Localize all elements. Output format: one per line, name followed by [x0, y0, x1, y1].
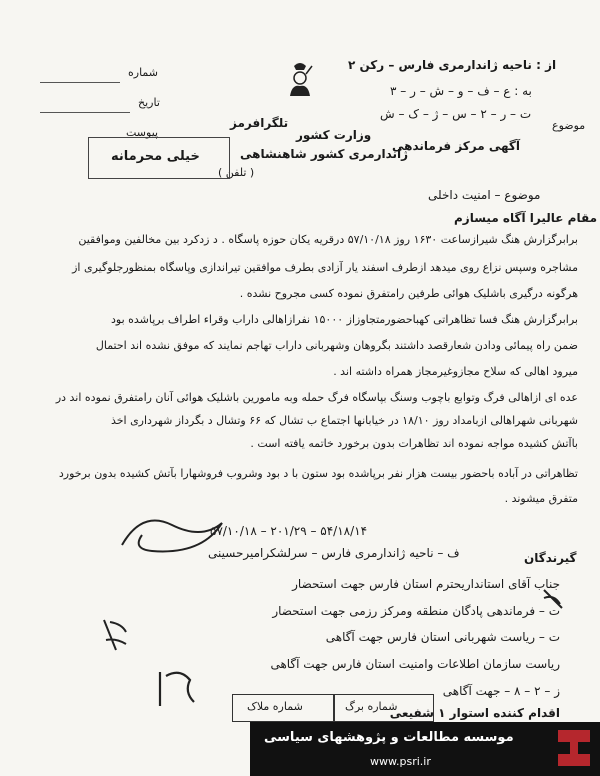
recipient-line: اقدام کننده استوار ۱ شفیعی [389, 706, 560, 720]
addressee: مقام عالیرا آگاه میسازم [454, 211, 598, 225]
classification-stamp [88, 137, 230, 179]
body-line: برابرگزارش هنگ فسا تظاهراتی کهباحضورمتجاوزاز ۱۵۰۰۰ نفرازاهالی داراب وقراء اطراف برپاشده بود [110, 313, 578, 326]
cc-field: ت – ر – ۲ – س – ژ – ک – ش [380, 107, 532, 121]
telegram-label: تلگرافرمز [230, 116, 289, 130]
body-line: هرگونه درگیری باشلیک هوائی طرفین رامتفرق نموده کسی مجروح نشده . [239, 287, 578, 300]
signature-scribble-icon [112, 505, 252, 565]
recipient-line: ز – ۲ – ۸ – جهت آگاهی [442, 684, 560, 698]
handwritten-note-icon [96, 610, 136, 660]
signature-ref: ۵۷/۱۰/۱۸ – ۲۰۱/۲۹ – ۵۴/۱۸/۱۴ [210, 524, 368, 538]
sheet-number-label: شماره برگ [345, 700, 398, 713]
ministry-title: وزارت کشور [296, 128, 372, 142]
body-line: برابرگزارش هنگ شیرازساعت ۱۶۳۰ روز ۵۷/۱۰/۱۸ درقریه یکان حوزه پاسگاه . د زدکرد بین مخالفین وموافقین [78, 233, 578, 246]
box-divider [333, 695, 335, 721]
body-line: متفرق میشوند . [504, 492, 578, 505]
recipient-line: جناب آقای استانداریحترم استان فارس جهت استحضار [292, 577, 560, 591]
body-line: باآتش کشیده مواجه نموده اند تظاهرات بدون برخورد خاتمه یافته است . [250, 437, 578, 450]
number-line [40, 82, 120, 83]
body-line: مشاجره وسپس نزاع روی میدهد ازطرف اسفند یار آزادی بطرف موافقین تیراندازی وپاسگاه بمنظورجلوگیری از [72, 261, 578, 274]
recipient-line: ت – فرماندهی پادگان منطقه ومرکز رزمی جهت استحضار [272, 604, 560, 618]
stamp-text: خیلی محرمانه [111, 149, 200, 164]
phone-field: ( تلفن ) [218, 166, 255, 179]
recipients-title: گیرندگان [524, 551, 577, 565]
attachment-label: پیوست [126, 126, 159, 139]
body-line: شهربانی شهراهالی ازبامداد روز ۱۸/۱۰ در خیابانها اجتماع ب تشال که ۶۶ وتشال د بگرداز شهرداری اخذ [110, 414, 578, 427]
date-line [40, 112, 130, 113]
body-line: میرود اهالی که سلاح مجازوغیرمجاز همراه داشته اند . [333, 365, 578, 378]
lion-and-sun-emblem-icon [286, 62, 314, 102]
body-line: ضمن راه پیمائی ودادن شعارقصد داشتند بگروهان وشهربانی داراب تهاجم نمایند که موفق نشده اند احتمال [95, 339, 578, 352]
subject-label: موضوع [552, 119, 586, 132]
from-field: از : ناحیه ژاندارمری فارس – رکن ۲ [348, 58, 557, 72]
org-title: ژاندارمری کشور شاهنشاهی [240, 147, 409, 161]
footer-watermark [250, 722, 600, 776]
record-number-box [232, 694, 434, 722]
institute-logo-icon [552, 722, 596, 774]
record-number-label: شماره ملاک [247, 700, 303, 713]
to-field: به : ع – ف – و – ش – ر – ۳ [390, 84, 532, 98]
handwritten-mark-icon [150, 662, 210, 712]
recipient-line: ریاست سازمان اطلاعات وامنیت استان فارس جهت آگاهی [270, 657, 560, 671]
signature-line: ف – ناحیه ژاندارمری فارس – سرلشکرامیرحسینی [208, 546, 460, 560]
recipient-line: ت – ریاست شهربانی استان فارس جهت آگاهی [325, 630, 560, 644]
handwritten-number-icon [538, 584, 568, 614]
number-label: شماره [128, 66, 159, 79]
body-line: عده ای ازاهالی فرگ وتوابع باچوب وسنگ بپاسگاه فرگ حمله وبه مامورین باشلیک هوائی آنان رامتفرق نموده اند در [55, 391, 578, 404]
institute-name: موسسه مطالعات و پژوهشهای سیاسی [264, 730, 514, 745]
site-url: www.psri.ir [370, 755, 431, 768]
date-label: تاریخ [138, 96, 160, 109]
body-line: تظاهراتی در آباده باحضور بیست هزار نفر برپاشده بود ستون با د بود وشروب فروشهارا بآتش کشیده بدون برخورد [58, 467, 578, 480]
subject-code: آگهی مرکز فرماندهی [392, 139, 521, 153]
subject-line: موضوع – امنیت داخلی [428, 188, 541, 202]
